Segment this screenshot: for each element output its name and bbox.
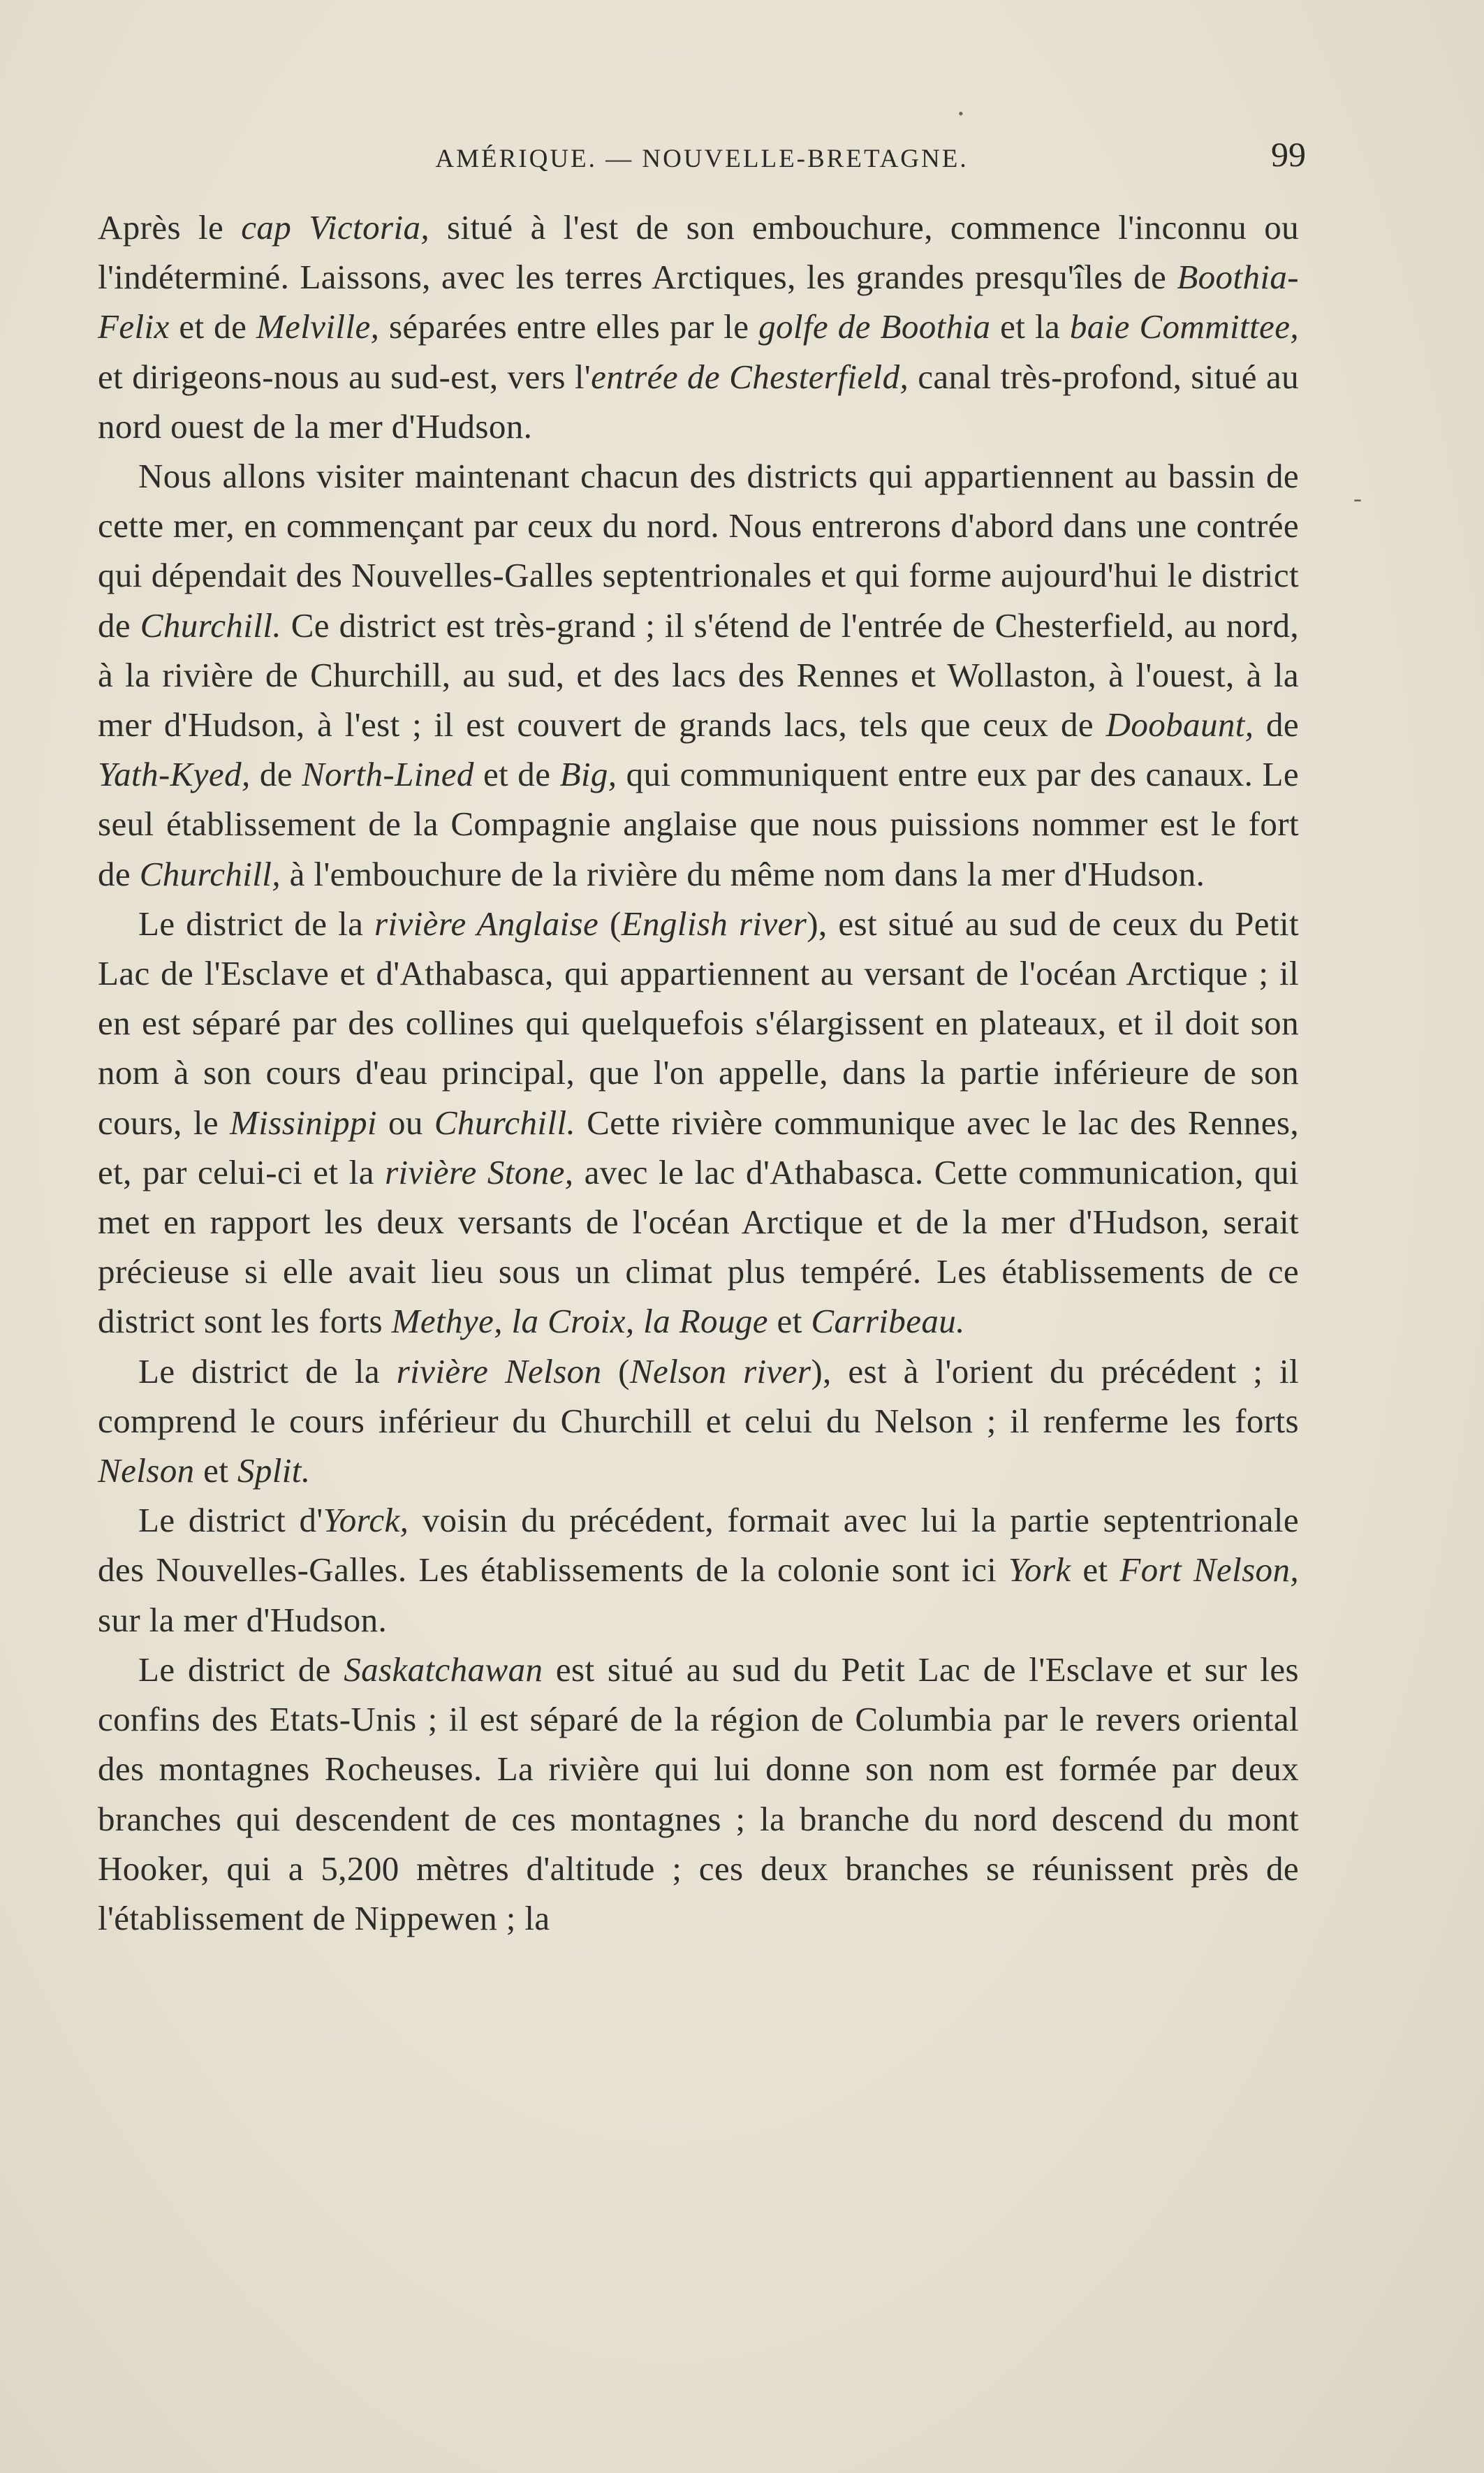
margin-dash-mark: - — [1353, 484, 1362, 512]
paragraph-2: Nous allons visiter maintenant chacun des districts qui appartiennent au bassin de cette mer, en commençant par ceux du nord. Nous entrerons d'abord dans une contrée qui dépendait des Nouvelles-Galles septentrionales et qui forme aujourd'hui le district de Churchill. Ce district est très-grand ; il s'étend de l'entrée de Chesterfield, au nord, à la rivière de Churchill, au sud, et des lacs des Rennes et Wollaston, à l'ouest, à la mer d'Hudson, à l'est ; il est couvert de grands lacs, tels que ceux de Doobaunt, de Yath-Kyed, de North-Lined et de Big, qui communiquent entre eux par des canaux. Le seul établissement de la Compagnie anglaise que nous puissions nommer est le fort de Churchill, à l'embouchure de la rivière du même nom dans la mer d'Hudson. — [98, 457, 1299, 893]
page-header — [98, 134, 1306, 190]
italic-term: Churchill. — [140, 606, 282, 645]
italic-term: Boothia-Felix — [98, 258, 1299, 346]
italic-term: Churchill, — [139, 854, 281, 893]
italic-term: Missinippi — [230, 1103, 377, 1142]
italic-term: rivière Stone, — [385, 1152, 574, 1191]
italic-term: entrée de Chesterfield, — [591, 357, 909, 396]
italic-term: baie Committee, — [1069, 307, 1299, 346]
page-number: 99 — [1271, 135, 1306, 174]
ink-dot-mark: • — [958, 105, 964, 122]
italic-term: Saskatchawan — [344, 1650, 543, 1689]
italic-term: cap Victoria, — [241, 208, 430, 247]
italic-term: rivière Nelson — [396, 1351, 602, 1390]
italic-term: Split. — [237, 1451, 311, 1490]
paragraph-1: Après le cap Victoria, situé à l'est de son embouchure, commence l'inconnu ou l'indéterminé. Laissons, avec les terres Arctiques, les grandes presqu'îles de Boothia-Felix et de Melville, séparées entre elles par le golfe de Boothia et la baie Committee, et dirigeons-nous au sud-est, vers l'entrée de Chesterfield, canal très-profond, situé au nord ouest de la mer d'Hudson. — [98, 208, 1300, 446]
italic-term: North-Lined — [302, 755, 474, 794]
italic-term: York — [1008, 1550, 1071, 1590]
italic-term: Fort Nelson, — [1119, 1550, 1299, 1590]
body-text — [98, 203, 1299, 1943]
paragraph-4: Le district de la rivière Nelson (Nelson river), est à l'orient du précédent ; il comprend le cours inférieur du Churchill et celui du Nelson ; il renferme les forts Nelson et Split. — [98, 1351, 1299, 1490]
italic-term: English river — [621, 904, 807, 943]
italic-term: Yath-Kyed, — [98, 755, 251, 794]
paragraph-6: Le district de Saskatchawan est situé au sud du Petit Lac de l'Esclave et sur les confins des Etats-Unis ; il est séparé de la région de Columbia par le revers oriental des montagnes Rocheuses. La rivière qui lui donne son nom est formée par deux branches qui descendent de ces montagnes ; la branche du nord descend du mont Hooker, qui a 5,200 mètres d'altitude ; ces deux branches se réunissent près de l'établissement de Nippewen ; la — [98, 1650, 1299, 1937]
italic-term: Nelson — [98, 1451, 195, 1490]
italic-term: Methye, la Croix, la Rouge — [391, 1302, 768, 1341]
italic-term: Carribeau. — [811, 1302, 965, 1341]
running-head: AMÉRIQUE. — NOUVELLE-BRETAGNE. — [435, 145, 969, 173]
italic-term: Doobaunt, — [1105, 705, 1254, 744]
paragraph-5: Le district d'Yorck, voisin du précédent, formait avec lui la partie septentrionale des Nouvelles-Galles. Les établissements de la colonie sont ici York et Fort Nelson, sur la mer d'Hudson. — [98, 1501, 1300, 1639]
italic-term: golfe de Boothia — [758, 307, 991, 346]
italic-term: Yorck, — [323, 1501, 409, 1540]
italic-term: rivière Anglaise — [374, 904, 599, 943]
italic-term: Big, — [559, 755, 617, 794]
italic-term: Churchill. — [434, 1103, 576, 1142]
paragraph-3: Le district de la rivière Anglaise (English river), est situé au sud de ceux du Petit Lac de l'Esclave et d'Athabasca, qui appartiennent au versant de l'océan Arctique ; il en est séparé par des collines qui quelquefois s'élargissent en plateaux, et il doit son nom à son cours d'eau principal, que l'on appelle, dans la partie inférieure de son cours, le Missinippi ou Churchill. Cette rivière communique avec le lac des Rennes, et, par celui-ci et la rivière Stone, avec le lac d'Athabasca. Cette communication, qui met en rapport les deux versants de l'océan Arctique et de la mer d'Hudson, serait précieuse si elle avait lieu sous un climat plus tempéré. Les établissements de ce district sont les forts Methye, la Croix, la Rouge et Carribeau. — [98, 904, 1299, 1341]
italic-term: Nelson river — [629, 1351, 811, 1390]
italic-term: Melville, — [256, 307, 380, 346]
